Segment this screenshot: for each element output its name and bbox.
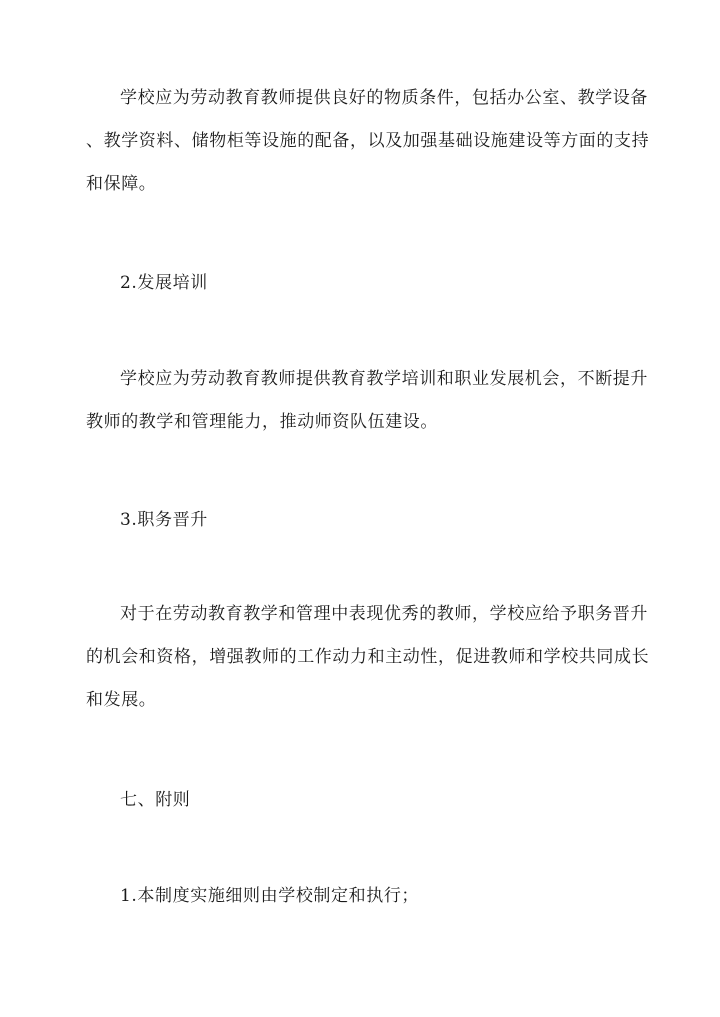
section-heading: 3.职务晋升	[120, 510, 208, 530]
list-item: 1.本制度实施细则由学校制定和执行；	[120, 886, 420, 906]
paragraph-line: 、教学资料、储物柜等设施的配备，以及加强基础设施建设等方面的支持	[86, 131, 650, 151]
paragraph-line: 学校应为劳动教育教师提供教育教学培训和职业发展机会，不断提升	[120, 369, 648, 389]
paragraph-line: 和保障。	[86, 174, 157, 194]
paragraph-line: 对于在劳动教育教学和管理中表现优秀的教师，学校应给予职务晋升	[120, 604, 648, 624]
section-heading: 2.发展培训	[120, 273, 208, 293]
paragraph-line: 和发展。	[86, 690, 157, 710]
paragraph-line: 教师的教学和管理能力，推动师资队伍建设。	[86, 412, 438, 432]
paragraph-line: 的机会和资格，增强教师的工作动力和主动性，促进教师和学校共同成长	[86, 647, 650, 667]
chapter-heading: 七、附则	[120, 790, 191, 810]
paragraph-line: 学校应为劳动教育教师提供良好的物质条件，包括办公室、教学设备	[120, 88, 648, 108]
